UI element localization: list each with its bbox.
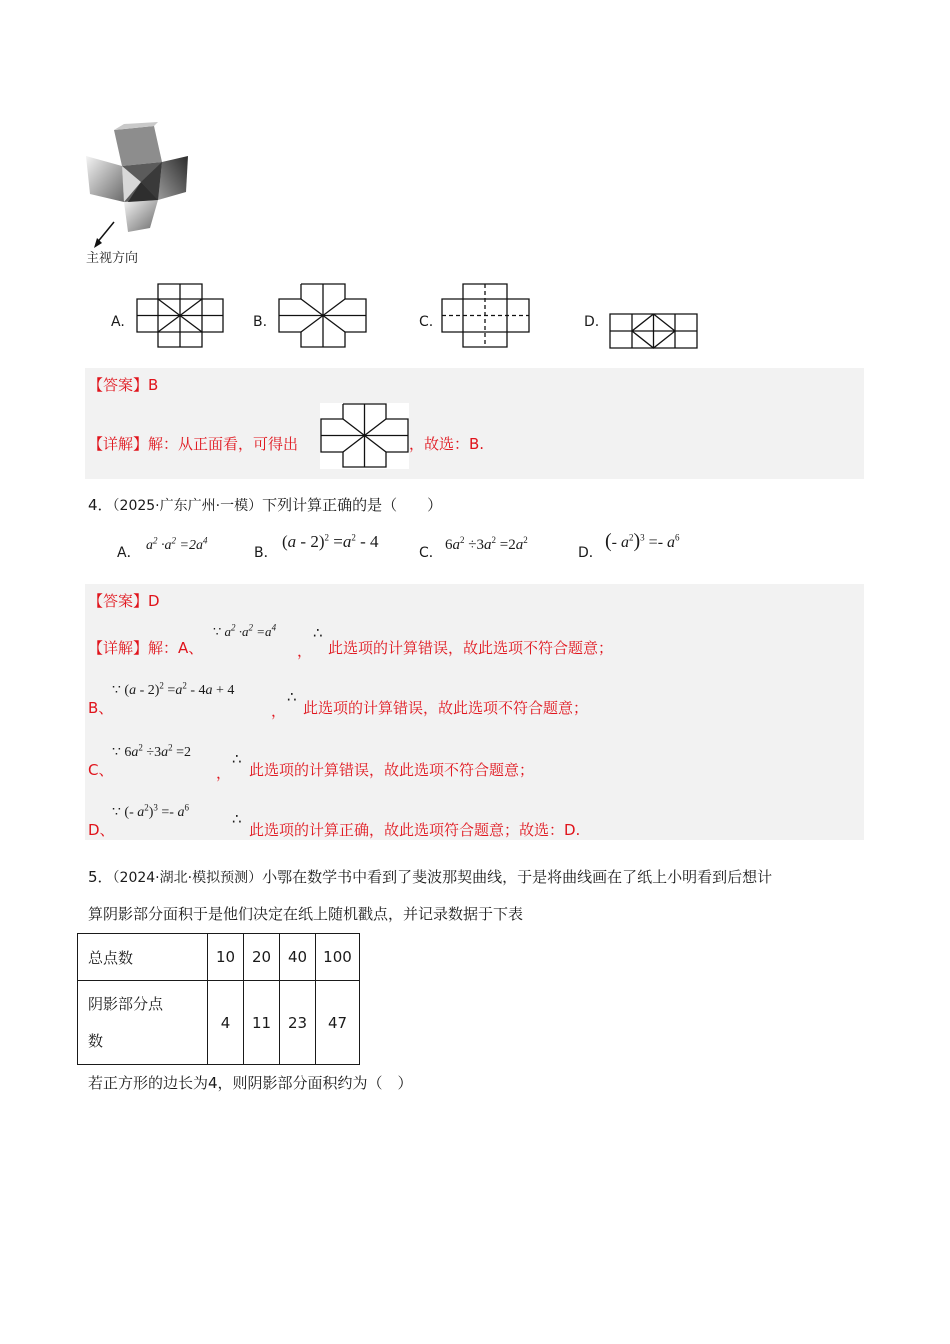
q5-question: 若正方形的边长为4，则阴影部分面积约为（ ） [88, 1074, 413, 1092]
q5-stem-line1 [88, 866, 772, 887]
q4-option-b-label: B． [254, 545, 278, 561]
q4-option-d-expr: (- $a^2)^3 =- a^6$ [605, 530, 680, 552]
q4-source: （2025·广东广州·一模） [112, 498, 263, 514]
q4-detail-b-label: B、 [88, 699, 114, 717]
row-header: 总点数 [78, 934, 208, 981]
option-d-label: D. [584, 314, 600, 330]
answer-label: 【答案】 [88, 376, 149, 394]
q4-detail-d-expr: ∵ (- $a^2)^3 =- a^6$ [112, 802, 189, 820]
q5-text-1: 小鄂在数学书中看到了斐波那契曲线，于是将曲线画在了纸上小明看到后想计 [262, 868, 773, 886]
table-cell: 100 [316, 934, 360, 981]
cross-solid-figure [84, 122, 194, 252]
answer-value: D [148, 592, 160, 610]
answer-value: B [148, 376, 159, 394]
therefore-symbol-3: ∴ [232, 750, 242, 768]
detail-label: 【详解】 [88, 639, 149, 657]
direction-label: 主视方向 [86, 251, 139, 266]
q3-answer-box [85, 368, 864, 479]
q4-detail-b-text: 此选项的计算错误，故此选项不符合题意； [303, 699, 589, 717]
q5-number: 5． [88, 868, 113, 886]
table-row [78, 934, 360, 981]
table-cell: 4 [208, 981, 244, 1065]
q4-option-a-label: A． [117, 545, 141, 561]
option-a-figure [136, 283, 224, 348]
q3-detail-line [88, 433, 298, 454]
table-cell: 40 [280, 934, 316, 981]
table-cell: 20 [244, 934, 280, 981]
option-d-figure [609, 313, 699, 349]
q4-detail-d-text: 此选项的计算正确，故此选项符合题意；故选：D. [249, 821, 581, 839]
q4-detail-b-expr: ∵ $(a - 2)^2 =a^2 - 4a + 4$ [112, 680, 235, 698]
q4-detail-a-lead [88, 637, 203, 658]
q4-detail-a-text: 此选项的计算错误，故此选项不符合题意； [328, 639, 614, 657]
q4-stem [88, 494, 442, 515]
detail-label: 【详解】 [88, 435, 149, 453]
table-cell: 23 [280, 981, 316, 1065]
q4-text: 下列计算正确的是（ ） [262, 496, 443, 514]
q4-detail-c-label: C、 [88, 761, 114, 779]
q3-detail-figure [320, 403, 409, 469]
row-header [78, 981, 208, 1065]
comma-2: ， [271, 702, 287, 720]
option-b-figure [278, 283, 368, 348]
q4-option-a-expr: $a^2 \cdot a^2 =2a^4$ [146, 535, 208, 553]
row-header-line2: 数 [88, 1031, 104, 1050]
option-b-label: B. [253, 314, 268, 330]
detail-prefix: 解：从正面看，可得出 [148, 435, 299, 453]
q3-answer-line [88, 374, 158, 395]
q4-detail-d-label: D、 [88, 821, 115, 839]
option-c-label: C. [419, 314, 434, 330]
table-cell: 11 [244, 981, 280, 1065]
q4-option-d-label: D． [578, 545, 603, 561]
detail-suffix: ，故选：B. [409, 435, 485, 453]
answer-label: 【答案】 [88, 592, 149, 610]
comma-1: ， [297, 642, 313, 660]
row-header-line1: 阴影部分点 [88, 994, 164, 1013]
option-a-label: A. [111, 314, 125, 330]
q4-number: 4． [88, 496, 113, 514]
q5-data-table [77, 933, 360, 1065]
q4-option-b-expr: $(a - 2)^2 =a^2 - 4$ [282, 532, 379, 551]
table-cell: 47 [316, 981, 360, 1065]
table-row [78, 981, 360, 1065]
q4-answer-box [85, 584, 864, 840]
option-c-figure [441, 283, 530, 348]
therefore-symbol-2: ∴ [287, 688, 297, 706]
therefore-symbol-1: ∴ [313, 624, 323, 642]
comma-3: ， [216, 764, 232, 782]
q4-option-c-label: C． [419, 545, 443, 561]
q5-stem-line2: 算阴影部分面积于是他们决定在纸上随机戳点，并记录数据于下表 [88, 905, 524, 923]
q4-detail-c-text: 此选项的计算错误，故此选项不符合题意； [249, 761, 535, 779]
q4-option-c-expr: $6a^2 \div 3a^2 =2a^2$ [445, 535, 528, 553]
q4-detail-c-expr: ∵ $6a^2 \div 3a^2 =2$ [112, 742, 192, 760]
cross-solid-illustration [84, 122, 194, 252]
therefore-symbol-4: ∴ [232, 810, 242, 828]
detail-prefix: 解：A、 [148, 639, 204, 657]
q4-answer-line [88, 590, 160, 611]
q5-source: （2024·湖北·模拟预测） [112, 870, 263, 886]
table-cell: 10 [208, 934, 244, 981]
q4-detail-a-expr: ∵ $a^2 \cdot a^2 =a^4$ [213, 622, 277, 639]
